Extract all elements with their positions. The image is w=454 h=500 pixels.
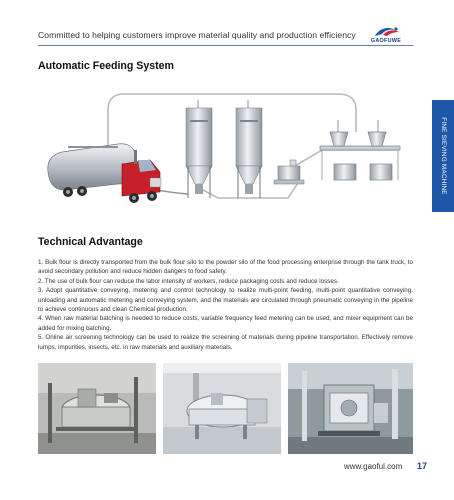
silo-left <box>186 108 212 198</box>
section-title-feeding-system: Automatic Feeding System <box>38 60 174 72</box>
footer-website: www.gaoful.com <box>344 462 403 471</box>
technical-advantage-text <box>38 258 413 352</box>
equipment-photo-1 <box>38 363 156 454</box>
section-title-technical-advantage: Technical Advantage <box>38 236 143 248</box>
advantage-paragraph-4: 4. When raw material batching is needed to reduce costs, variable frequency feed metering can be used, and mixer equipment can be added for mixing batching. <box>38 315 413 332</box>
tank-truck <box>38 80 161 203</box>
side-tab-label: FINE SIEVING MACHINE <box>440 117 447 195</box>
header-tagline: Committed to helping customers improve material quality and production efficiency <box>38 30 356 40</box>
advantage-paragraph-2: 2. The use of bulk flour can reduce the labor intensity of workers, reduce packaging costs and reduce losses. <box>38 277 339 285</box>
equipment-photo-3 <box>288 363 413 454</box>
header-rule <box>38 45 413 46</box>
logo-mark-icon <box>361 25 411 39</box>
advantage-paragraph-1: 1. Bulk flour is directly transported from the bulk flour silo to the powder silo of the food processing enterprise through the tank truck, to avoid secondary pollution and reduce hidden dangers to food safety. <box>38 259 413 276</box>
equipment-photo-2 <box>163 363 281 454</box>
advantage-paragraph-5: 5. Online air screening technology can be used to realize the screening of materials during pipeline transportation. Effectively remove lumps, impurities, insects, etc. in raw materials and auxiliary materials. <box>38 334 413 351</box>
silo-right <box>236 108 262 198</box>
processing-platform <box>320 132 400 180</box>
page-number: 17 <box>417 461 428 471</box>
logo-text: GAOFUWE <box>370 38 402 44</box>
company-logo <box>361 25 411 47</box>
feeding-system-illustration <box>38 80 426 230</box>
advantage-paragraph-3: 3. Adopt quantitative conveying, metering and control technology to realize multi-point feeding, multi-point quantitative conveying, unloading and automatic metering and conveying system, and the materials are circulated through pneumatic conveying in the pipeline to achieve continuous and clean Chemical production. <box>38 287 413 314</box>
side-tab <box>432 100 454 212</box>
